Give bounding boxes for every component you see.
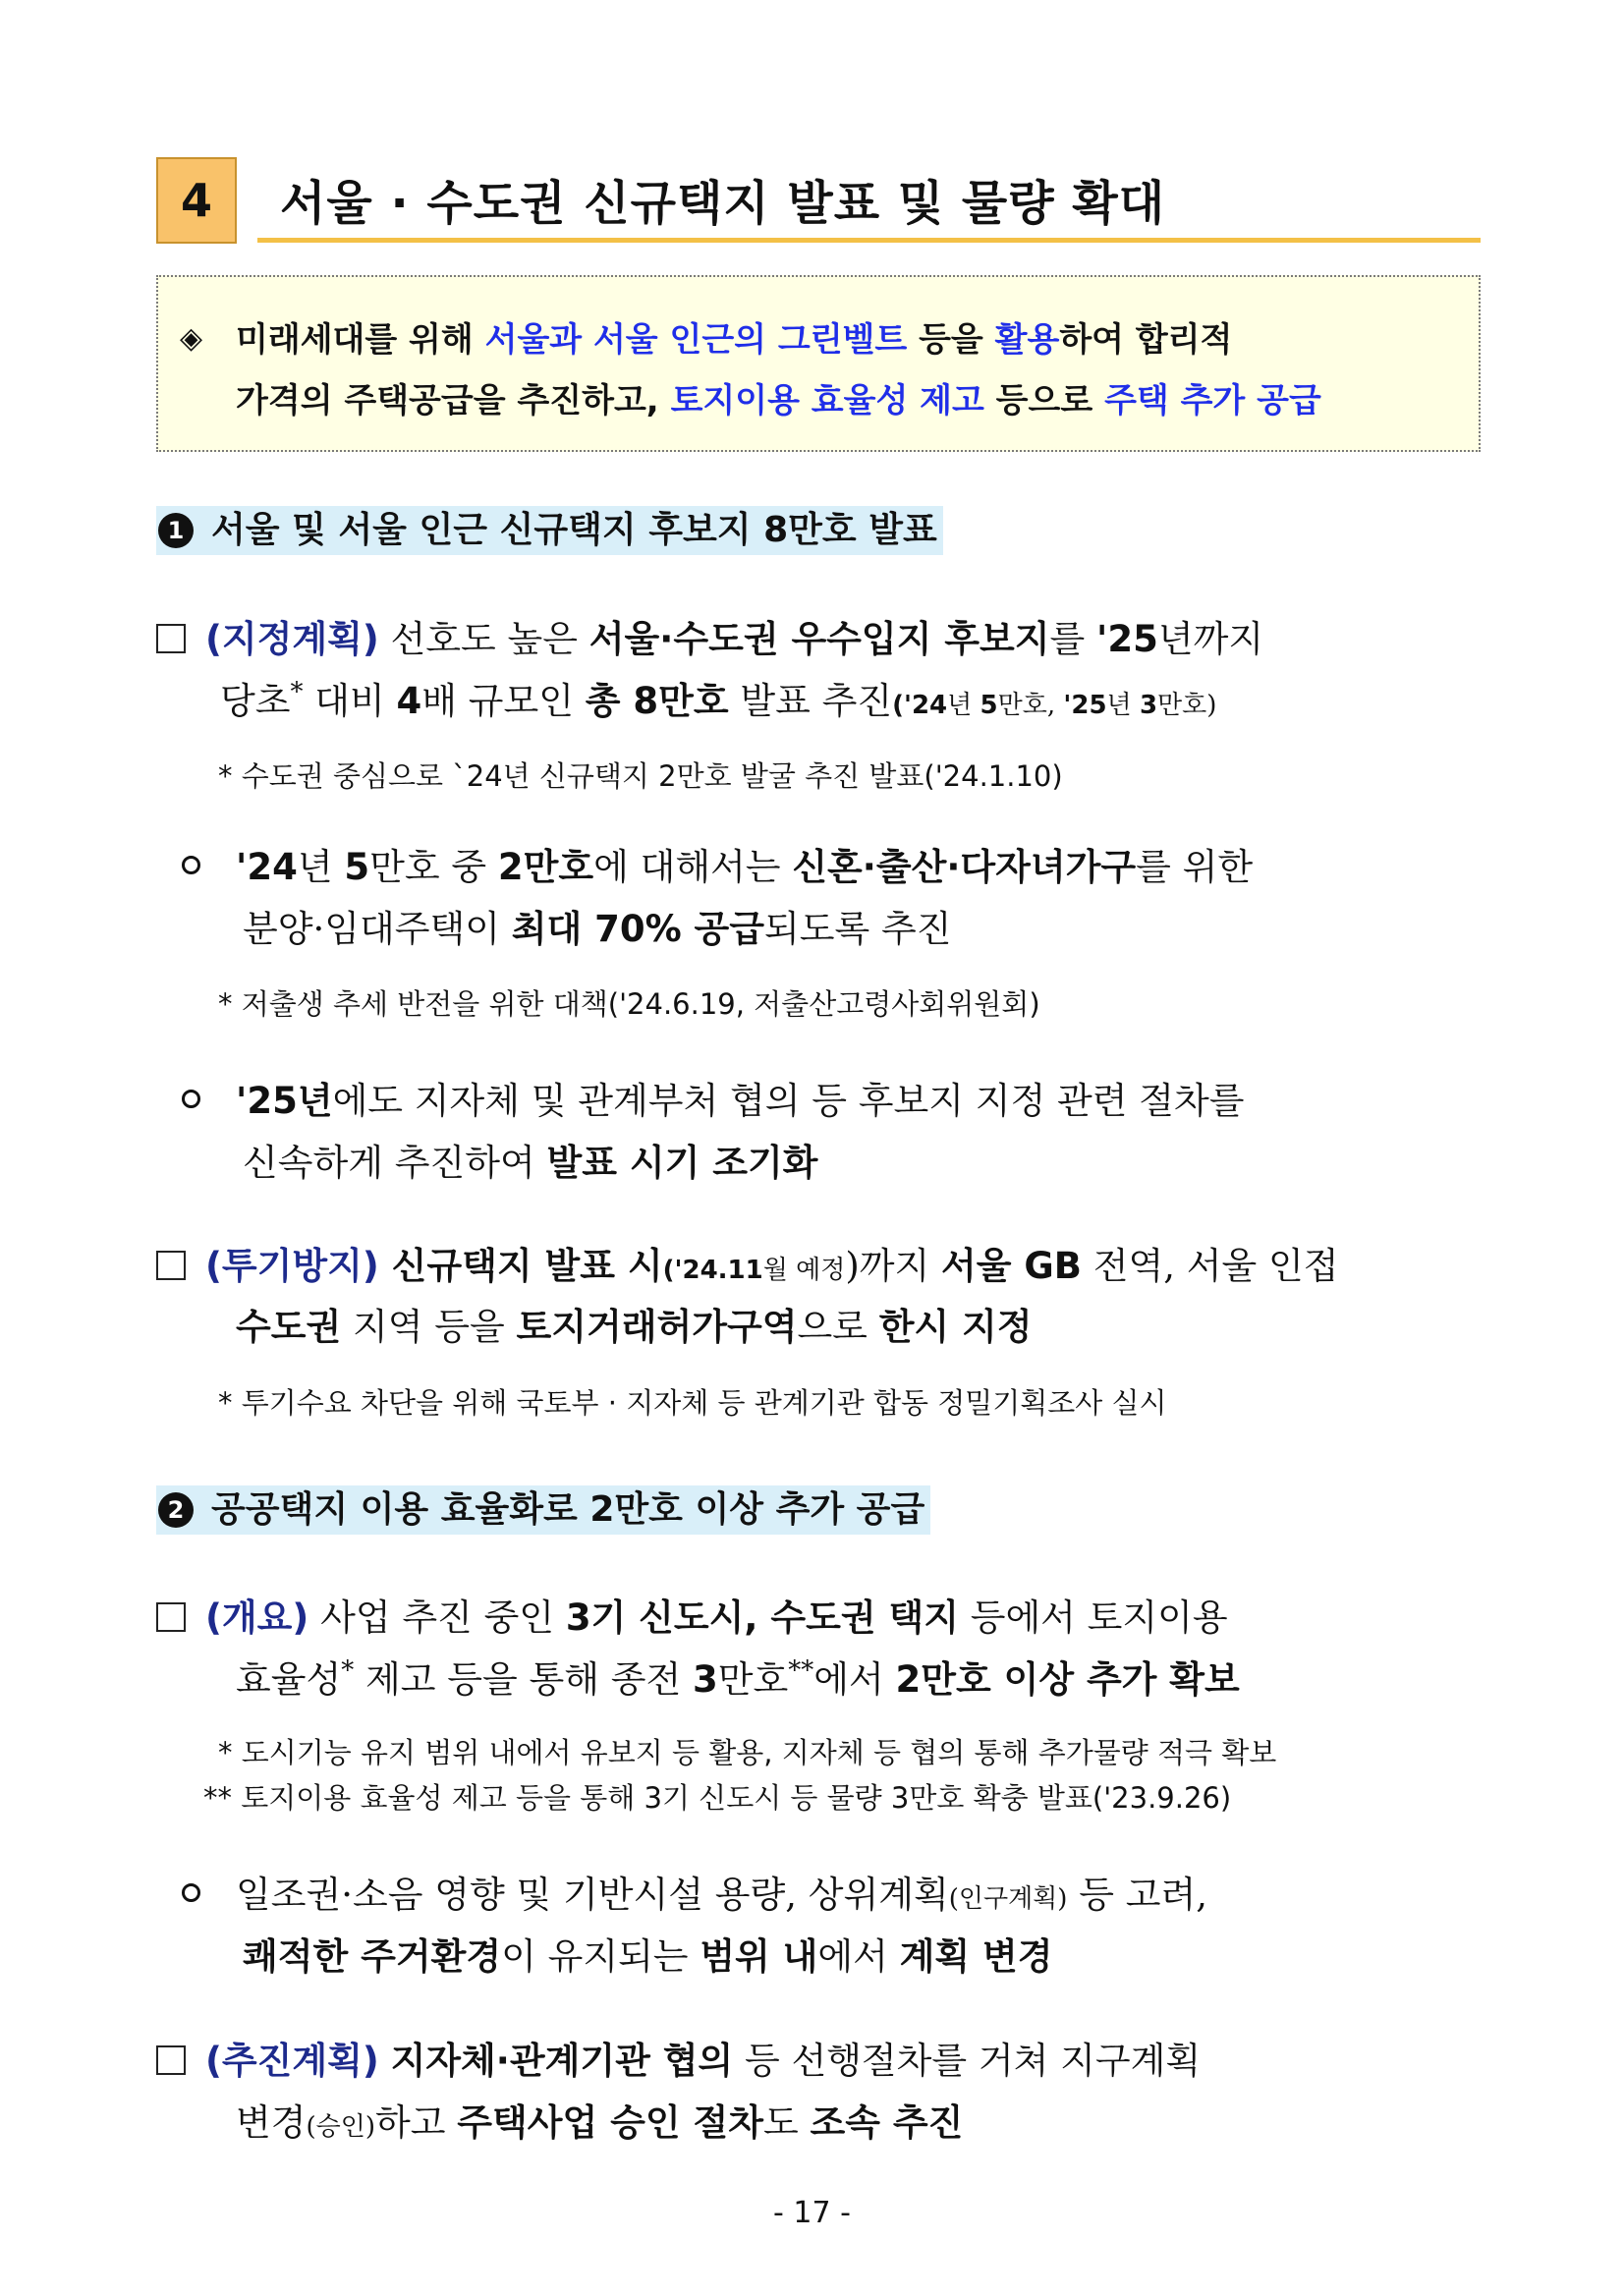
diamond-icon: ◈ [180,321,203,356]
section-number: 4 [180,174,212,227]
summary-line-2: 가격의 주택공급을 추진하고, 토지이용 효율성 제고 등으로 주택 추가 공급 [236,381,1321,420]
s2-p3-line-2: 변경(승인)하고 주택사업 승인 절차도 조속 추진 [236,2101,964,2144]
checkbox-square-icon [156,1602,186,1632]
s2-p2-line-2: 쾌적한 주거환경이 유지되는 범위 내에서 계획 변경 [243,1935,1053,1978]
s1-p2-note: * 저출생 추세 반전을 위한 대책('24.6.19, 저출산고령사회위원회) [218,987,1040,1021]
s2-p2-line-1: 일조권·소음 영향 및 기반시설 용량, 상위계획(인구계획) 등 고려, [182,1865,1207,1918]
s2-p1-line-1: (개요) 사업 추진 중인 3기 신도시, 수도권 택지 등에서 토지이용 [156,1588,1228,1641]
s1-p3-line-1: '25년에도 지자체 및 관계부처 협의 등 후보지 지정 관련 절차를 [182,1071,1244,1124]
s1-p3-line-2: 신속하게 추진하여 발표 시기 조기화 [243,1142,818,1184]
section-heading-1: 1 서울 및 서울 인근 신규택지 후보지 8만호 발표 [156,506,943,555]
checkbox-square-icon [156,1251,186,1280]
page-title: 서울 · 수도권 신규택지 발표 및 물량 확대 [280,176,1166,231]
section-heading-2: 2 공공택지 이용 효율화로 2만호 이상 추가 공급 [156,1485,930,1535]
s2-p1-line-2: 효율성* 제고 등을 통해 종전 3만호**에서 2만호 이상 추가 확보 [236,1655,1240,1701]
checkbox-square-icon [156,624,186,653]
summary-box [156,275,1481,452]
circle-bullet-icon [182,1883,200,1902]
section-number-box [156,157,237,244]
s2-p1-note-1: * 도시기능 유지 범위 내에서 유보지 등 활용, 지자체 등 협의 통해 추가물량 적극 확보 [218,1736,1277,1769]
s1-p1-note: * 수도권 중심으로 `24년 신규택지 2만호 발굴 추진 발표('24.1.10) [218,759,1063,793]
s1-p4-note: * 투기수요 차단을 위해 국토부 · 지자체 등 관계기관 합동 정밀기획조사 실시 [218,1386,1167,1420]
s1-p4-line-2: 수도권 지역 등을 토지거래허가구역으로 한시 지정 [236,1306,1033,1348]
s1-p1-line-1: (지정계획) 선호도 높은 서울·수도권 우수입지 후보지를 '25년까지 [156,609,1263,662]
title-underline [257,238,1481,243]
circle-bullet-icon [182,856,200,874]
s1-p1-line-2: 당초* 대비 4배 규모인 총 8만호 발표 추진('24년 5만호, '25년 3만호) [220,677,1217,722]
numbered-marker-2: 2 [158,1492,194,1528]
s2-p1-note-2: ** 토지이용 효율성 제고 등을 통해 3기 신도시 등 물량 3만호 확충 발표('23.9.26) [203,1781,1232,1815]
summary-line-1: 미래세대를 위해 서울과 서울 인근의 그린벨트 등을 활용하여 합리적 [236,320,1233,360]
numbered-marker-1: 1 [158,513,194,548]
checkbox-square-icon [156,2045,186,2075]
circle-bullet-icon [182,1090,200,1108]
s2-p3-line-1: (추진계획) 지자체·관계기관 협의 등 선행절차를 거쳐 지구계획 [156,2031,1201,2084]
s1-p2-line-2: 분양·임대주택이 최대 70% 공급되도록 추진 [243,908,952,950]
page-number: - 17 - [773,2196,851,2230]
s1-p4-line-1: (투기방지) 신규택지 발표 시('24.11월 예정)까지 서울 GB 전역, 서울 인접 [156,1236,1338,1289]
s1-p2-line-1: '24년 5만호 중 2만호에 대해서는 신혼·출산·다자녀가구를 위한 [182,837,1253,890]
